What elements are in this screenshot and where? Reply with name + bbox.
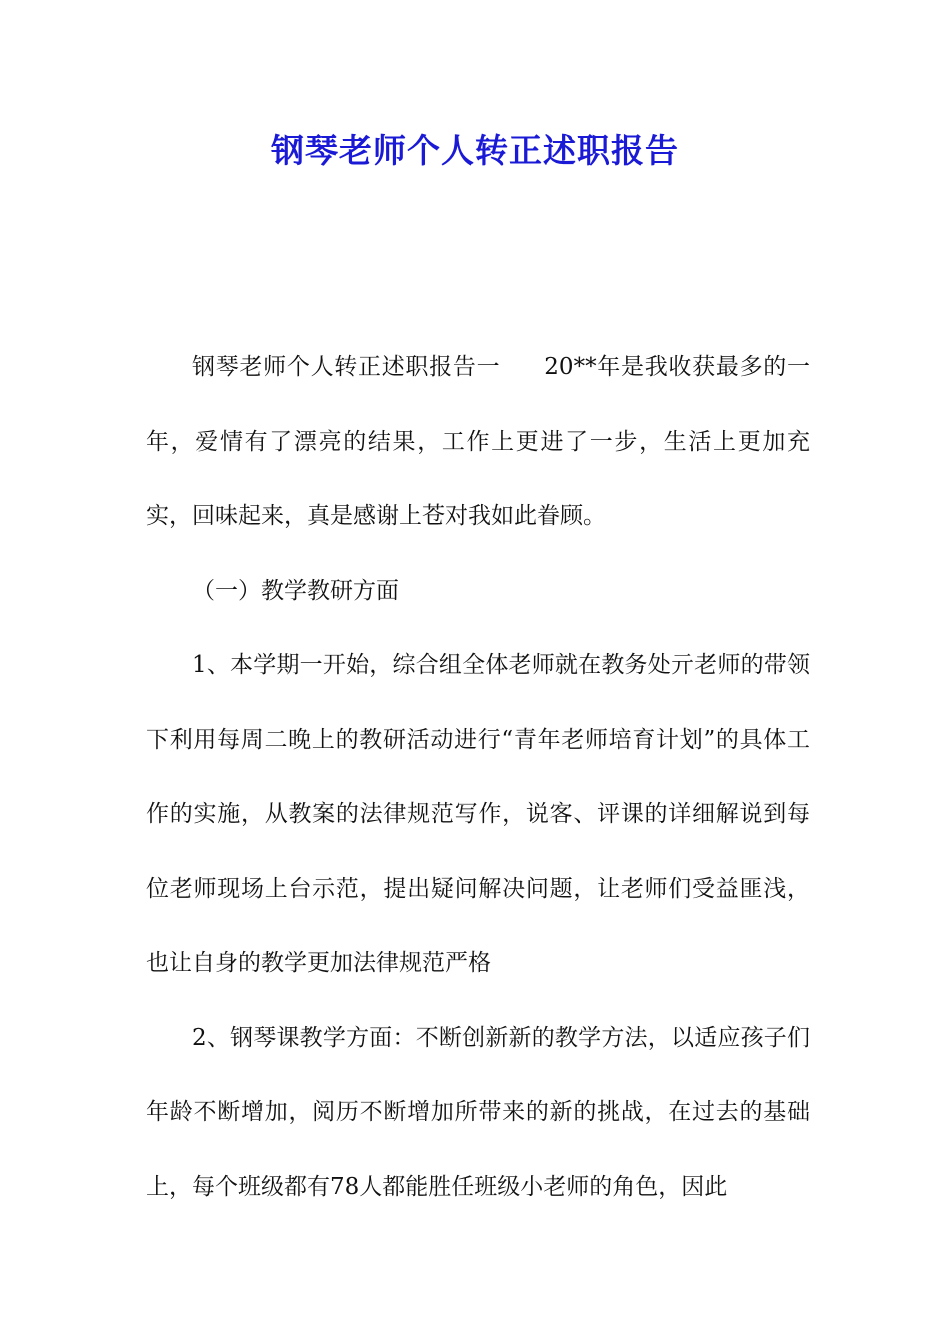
paragraph-intro-text: 20**年是我收获最多的一年，爱情有了漂亮的结果，工作上更进了一步，生活上更加充实，回味起来，真是感谢上苍对我如此眷顾。 (146, 354, 810, 529)
paragraph-intro-heading: 钢琴老师个人转正述职报告一 (192, 354, 501, 380)
paragraph-item-2: 2、钢琴课教学方面：不断创新新的教学方法，以适应孩子们年龄不断增加，阅历不断增加所带来的新的挑战，在过去的基础上，每个班级都有78人都能胜任班级小老师的角色，因此 (146, 1024, 810, 1200)
paragraph-section-heading: （一）教学教研方面 (192, 577, 399, 604)
document-body (146, 330, 810, 1224)
document-title: 钢琴老师个人转正述职报告 (271, 131, 679, 170)
paragraph-item-1: 1、本学期一开始，综合组全体老师就在教务处亓老师的带领下利用每周二晚上的教研活动进行“青年老师培育计划”的具体工作的实施，从教案的法律规范写作，说客、评课的详细解说到每位老师现场上台示范，提出疑问解决问题，让老师们受益匪浅，也让自身的教学更加法律规范严格 (146, 652, 810, 976)
paragraph-intro (146, 330, 810, 554)
